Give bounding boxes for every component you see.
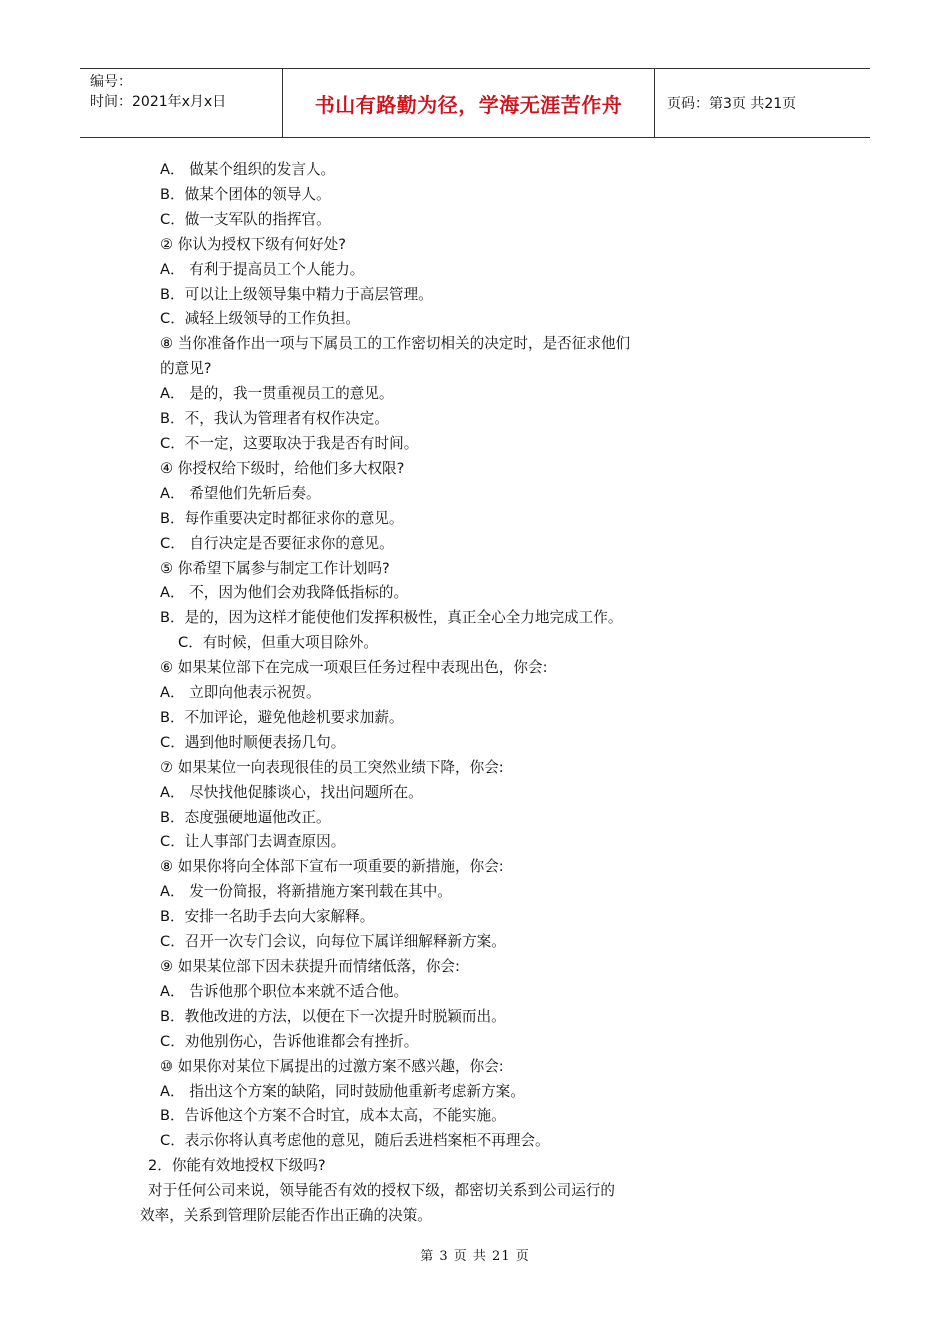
document-body bbox=[140, 158, 720, 1229]
text-line: A． 有利于提高员工个人能力。 bbox=[160, 260, 365, 278]
text-line: A． 希望他们先斩后奏。 bbox=[160, 484, 321, 502]
text-line: A． 告诉他那个职位本来就不适合他。 bbox=[160, 982, 409, 1000]
question-line: ② 你认为授权下级有何好处? bbox=[160, 235, 347, 253]
question-line: ⑧ 当你准备作出一项与下属员工的工作密切相关的决定时，是否征求他们 bbox=[160, 335, 631, 353]
document-number-label: 编号： bbox=[90, 74, 132, 90]
paragraph-line: 效率，关系到管理阶层能否作出正确的决策。 bbox=[140, 1207, 432, 1225]
text-line: A． 是的，我一贯重视员工的意见。 bbox=[160, 385, 394, 403]
text-line: A． 指出这个方案的缺陷，同时鼓励他重新考虑新方案。 bbox=[160, 1082, 525, 1100]
text-line: B．安排一名助手去向大家解释。 bbox=[160, 908, 375, 926]
document-time-label: 时间：2021年x月x日 bbox=[90, 94, 227, 110]
text-line: B．告诉他这个方案不合时宜，成本太高，不能实施。 bbox=[160, 1107, 506, 1125]
text-line: C． 自行决定是否要征求你的意见。 bbox=[160, 534, 394, 552]
text-line: B．做某个团体的领导人。 bbox=[160, 185, 331, 203]
text-line: A． 做某个组织的发言人。 bbox=[160, 161, 336, 178]
text-line: B．是的，因为这样才能使他们发挥积极性，真正全心全力地完成工作。 bbox=[160, 609, 623, 627]
question-line: ⑦ 如果某位一向表现很佳的员工突然业绩下降，你会: bbox=[160, 758, 504, 776]
question-line: ⑨ 如果某位部下因未获提升而情绪低落，你会: bbox=[160, 958, 460, 975]
page-header bbox=[80, 68, 870, 138]
question-line: 的意见? bbox=[160, 360, 212, 378]
text-line: B．不加评论，避免他趁机要求加薪。 bbox=[160, 708, 404, 726]
text-line: C．有时候，但重大项目除外。 bbox=[178, 634, 378, 652]
text-line: C．表示你将认真考虑他的意见，随后丢进档案柜不再理会。 bbox=[160, 1132, 550, 1150]
page-footer: 第 3 页 共 21 页 bbox=[420, 1249, 530, 1264]
paragraph-line: 对于任何公司来说，领导能否有效的授权下级，都密切关系到公司运行的 bbox=[148, 1182, 616, 1200]
text-line: B．态度强硬地逼他改正。 bbox=[160, 808, 331, 826]
header-meta bbox=[80, 69, 283, 137]
text-line: C．做一支军队的指挥官。 bbox=[160, 210, 331, 228]
text-line: B．可以让上级领导集中精力于高层管理。 bbox=[160, 285, 433, 303]
section-heading: 2．你能有效地授权下级吗? bbox=[148, 1157, 326, 1175]
text-line: C．召开一次专门会议，向每位下属详细解释新方案。 bbox=[160, 933, 506, 951]
text-line: A． 立即向他表示祝贺。 bbox=[160, 684, 321, 702]
text-line: B．教他改进的方法，以便在下一次提升时脱颖而出。 bbox=[160, 1007, 506, 1025]
header-motto: 书山有路勤为径，学海无涯苦作舟 bbox=[283, 69, 655, 137]
question-line: ⑤ 你希望下属参与制定工作计划吗? bbox=[160, 559, 390, 577]
text-line: C．不一定，这要取决于我是否有时间。 bbox=[160, 434, 419, 452]
text-line: A． 不，因为他们会劝我降低指标的。 bbox=[160, 584, 409, 602]
question-line: ④ 你授权给下级时，给他们多大权限? bbox=[160, 459, 405, 477]
text-line: C．劝他别伤心，告诉他谁都会有挫折。 bbox=[160, 1032, 419, 1050]
text-line: A． 尽快找他促膝谈心，找出问题所在。 bbox=[160, 783, 423, 801]
question-line: ⑧ 如果你将向全体部下宣布一项重要的新措施，你会: bbox=[160, 858, 504, 876]
question-line: ⑥ 如果某位部下在完成一项艰巨任务过程中表现出色，你会: bbox=[160, 659, 548, 677]
text-line: A． 发一份简报，将新措施方案刊载在其中。 bbox=[160, 883, 452, 901]
text-line: C．遇到他时顺便表扬几句。 bbox=[160, 733, 346, 751]
header-page-label: 页码：第3页 共21页 bbox=[667, 96, 797, 112]
text-line: B．每作重要决定时都征求你的意见。 bbox=[160, 509, 404, 527]
question-line: ⑩ 如果你对某位下属提出的过激方案不感兴趣，你会: bbox=[160, 1057, 504, 1075]
text-line: C．让人事部门去调查原因。 bbox=[160, 833, 346, 851]
text-line: B．不，我认为管理者有权作决定。 bbox=[160, 410, 389, 428]
text-line: C．减轻上级领导的工作负担。 bbox=[160, 310, 360, 328]
